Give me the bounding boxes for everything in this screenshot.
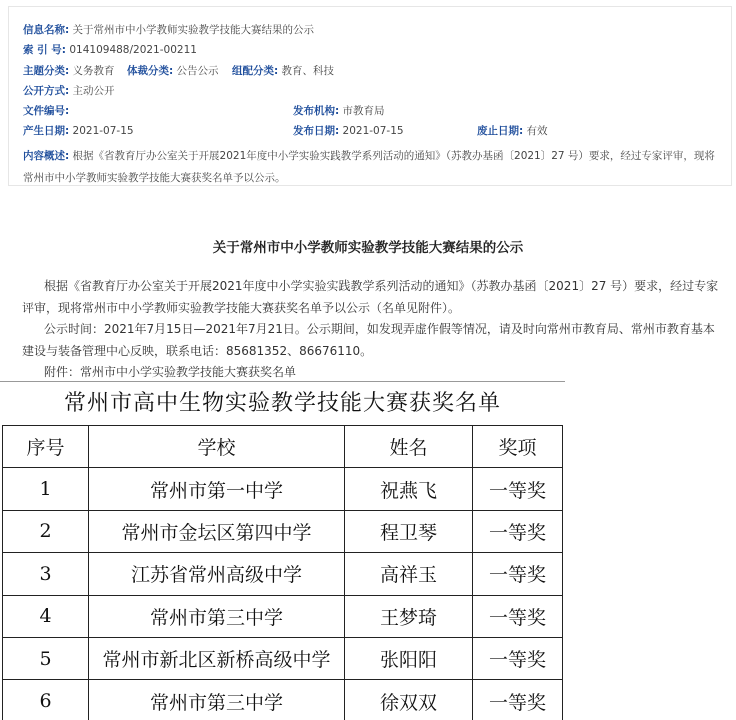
- meta-title-row: [23, 23, 314, 37]
- meta-topic-value: 义务教育: [72, 65, 115, 77]
- cell-name: 祝燕飞: [345, 468, 473, 510]
- cell-award: 一等奖: [473, 680, 563, 720]
- meta-mode-label: 公开方式:: [23, 85, 70, 97]
- cell-name: 王梦琦: [345, 595, 473, 637]
- cell-school: 常州市第一中学: [89, 468, 345, 510]
- meta-summary-label: 内容概述:: [23, 150, 70, 162]
- body-paragraph-1: 根据《省教育厅办公室关于开展2021年度中小学实验实践教学系列活动的通知》（苏教办基函〔2021〕27 号）要求，经过专家评审，现将常州市中小学教师实验教学技能大赛获奖名单予以公示（名单见附件）。: [22, 279, 719, 315]
- meta-index-row: [23, 43, 197, 57]
- header-school: 学校: [89, 426, 345, 468]
- meta-issuer-row: [293, 104, 385, 118]
- cell-award: 一等奖: [473, 553, 563, 595]
- cell-index: 1: [3, 468, 89, 510]
- table-row: [3, 637, 563, 679]
- cell-index: 3: [3, 553, 89, 595]
- cell-school: 常州市第三中学: [89, 595, 345, 637]
- meta-org-value: 教育、科技: [281, 65, 335, 77]
- cell-name: 张阳阳: [345, 637, 473, 679]
- meta-topic-label: 主题分类:: [23, 65, 70, 77]
- cell-name: 徐双双: [345, 680, 473, 720]
- table-row: [3, 680, 563, 720]
- header-index: 序号: [3, 426, 89, 468]
- meta-created-label: 产生日期:: [23, 125, 70, 137]
- cell-award: 一等奖: [473, 468, 563, 510]
- meta-docno-label: 文件编号:: [23, 105, 70, 117]
- meta-status-value: 有效: [526, 125, 548, 137]
- cell-school: 常州市金坛区第四中学: [89, 510, 345, 552]
- meta-status-row: [477, 124, 548, 138]
- cell-award: 一等奖: [473, 510, 563, 552]
- meta-mode-value: 主动公开: [72, 85, 115, 97]
- meta-published-value: 2021-07-15: [342, 125, 404, 137]
- body-paragraph-2: 公示时间：2021年7月15日—2021年7月21日。公示期间，如发现弄虚作假等情况，请及时向常州市教育局、常州市教育基本建设与装备管理中心反映，联系电话：85681352、86676110。: [22, 322, 715, 358]
- attachment-line: 附件：常州市中小学实验教学技能大赛获奖名单: [44, 365, 297, 379]
- cell-index: 5: [3, 637, 89, 679]
- meta-org-row: [232, 64, 334, 78]
- cell-name: 高祥玉: [345, 553, 473, 595]
- meta-title-label: 信息名称:: [23, 24, 70, 36]
- cell-index: 6: [3, 680, 89, 720]
- meta-index-value: 014109488/2021-00211: [69, 44, 197, 56]
- meta-summary-row: [23, 145, 723, 189]
- award-table: [2, 425, 563, 720]
- table-row: [3, 468, 563, 510]
- header-name: 姓名: [345, 426, 473, 468]
- table-header-row: [3, 426, 563, 468]
- meta-docno-row: [23, 104, 69, 118]
- cell-school: 常州市新北区新桥高级中学: [89, 637, 345, 679]
- meta-index-label: 索 引 号:: [23, 44, 67, 56]
- metadata-panel: [8, 6, 732, 186]
- cell-award: 一等奖: [473, 637, 563, 679]
- meta-published-label: 发布日期:: [293, 125, 340, 137]
- award-table-title: 常州市高中生物实验教学技能大赛获奖名单: [0, 381, 565, 425]
- cell-school: 江苏省常州高级中学: [89, 553, 345, 595]
- meta-status-label: 废止日期:: [477, 125, 524, 137]
- table-row: [3, 553, 563, 595]
- meta-issuer-value: 市教育局: [342, 105, 385, 117]
- meta-published-row: [293, 124, 404, 138]
- header-award: 奖项: [473, 426, 563, 468]
- meta-created-value: 2021-07-15: [72, 125, 134, 137]
- meta-mode-row: [23, 84, 115, 98]
- meta-created-row: [23, 124, 134, 138]
- meta-genre-value: 公告公示: [176, 65, 219, 77]
- table-row: [3, 595, 563, 637]
- meta-genre-label: 体裁分类:: [127, 65, 174, 77]
- meta-title-value: 关于常州市中小学教师实验教学技能大赛结果的公示: [72, 24, 315, 36]
- cell-award: 一等奖: [473, 595, 563, 637]
- meta-org-label: 组配分类:: [232, 65, 279, 77]
- document-title: 关于常州市中小学教师实验教学技能大赛结果的公示: [212, 240, 524, 256]
- cell-index: 2: [3, 510, 89, 552]
- meta-summary-value: 根据《省教育厅办公室关于开展2021年度中小学实验实践教学系列活动的通知》（苏教办基函〔2021〕27 号）要求，经过专家评审，现将常州市中小学教师实验教学技能大赛获奖名单予以公示。: [23, 150, 715, 184]
- award-list-image: [0, 381, 565, 720]
- meta-issuer-label: 发布机构:: [293, 105, 340, 117]
- cell-index: 4: [3, 595, 89, 637]
- cell-school: 常州市第三中学: [89, 680, 345, 720]
- cell-name: 程卫琴: [345, 510, 473, 552]
- meta-genre-row: [127, 64, 219, 78]
- table-row: [3, 510, 563, 552]
- meta-topic-row: [23, 64, 115, 78]
